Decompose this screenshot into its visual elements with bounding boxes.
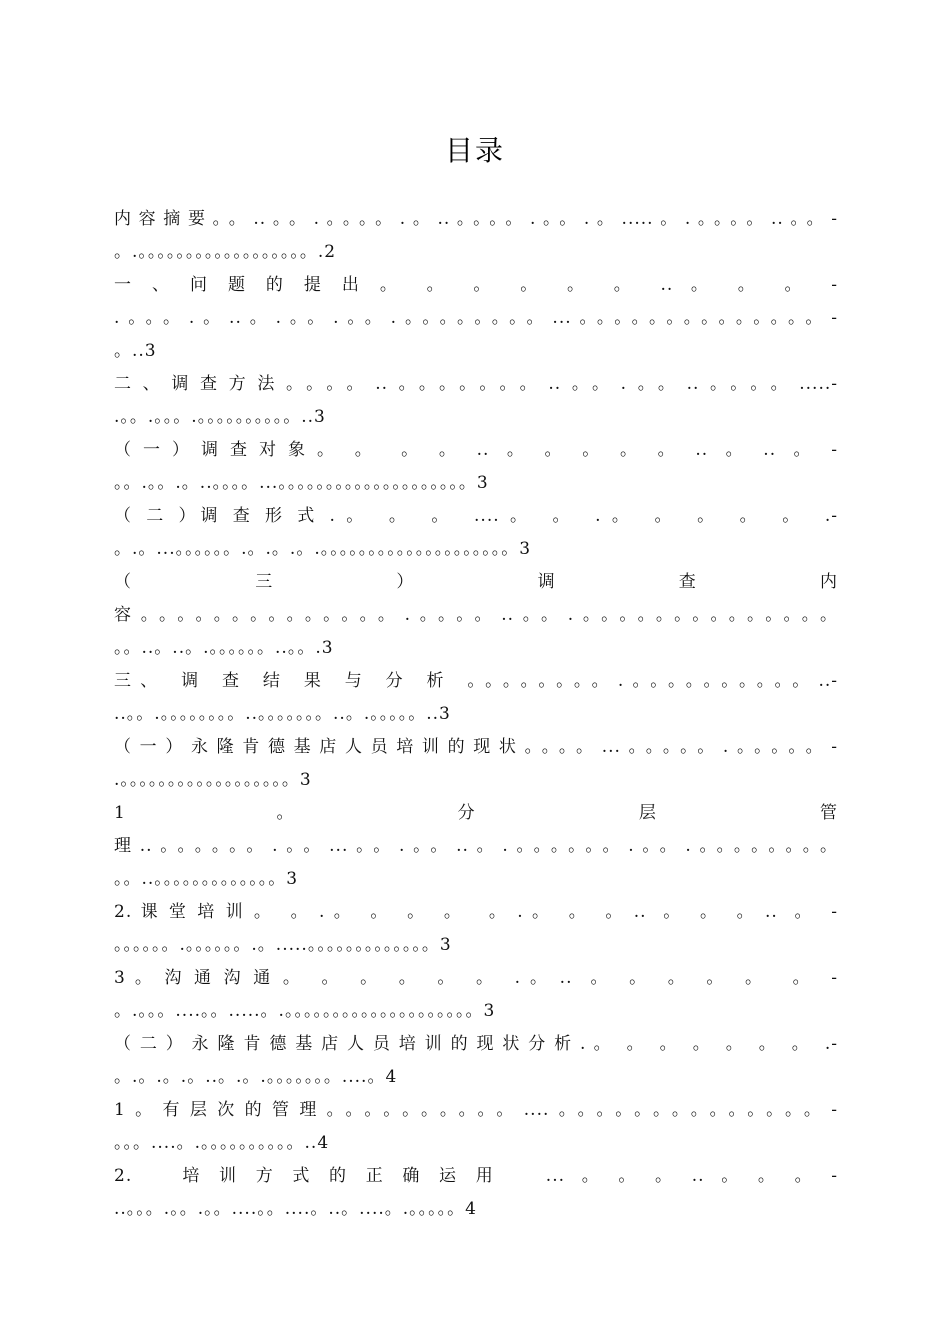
toc-line: 3 。 沟 通 沟 通 。 。 。 。 。 。 . 。 .. 。 。 。 。 。 。 - bbox=[114, 968, 838, 988]
toc-line: 1 。 分 层 管 bbox=[114, 803, 838, 823]
toc-line: 。.。。。。。。。。。。。。。。。。。。.2 bbox=[114, 242, 337, 262]
toc-line: 。。。....。.。。。。。。。。。。..4 bbox=[114, 1133, 330, 1153]
page-title: 目录 bbox=[444, 134, 505, 167]
toc-line: 。.。.。.。..。.。.。。。。。。。....。4 bbox=[114, 1067, 398, 1087]
toc-line: 2. 课 堂 培 训 。 。 . 。 。 。 。 。 . 。 。 。 .. 。 。 。 .. 。 - bbox=[114, 902, 838, 922]
toc-line: 2. 培 训 方 式 的 正 确 运 用 ... 。 。 。 .. 。 。 。 - bbox=[114, 1166, 838, 1186]
toc-line: （ 一 ） 调 查 对 象 。 。 。 。 .. 。 。 。 。 。 .. 。 .. 。 - bbox=[114, 440, 838, 460]
toc-entry[interactable] bbox=[114, 962, 838, 1028]
toc-entry[interactable] bbox=[114, 1094, 838, 1160]
toc-entry[interactable] bbox=[114, 269, 838, 368]
toc-line: 二、调查方法。。。。..。。。。。。。..。。.。。..。。。。.....- bbox=[114, 374, 838, 394]
toc-entry[interactable] bbox=[114, 368, 838, 434]
toc-entry[interactable] bbox=[114, 896, 838, 962]
toc-line: 。。。。。。.。。。。。。.。.....。。。。。。。。。。。。。3 bbox=[114, 935, 452, 955]
toc-line: 。。.。。.。..。。。。...。。。。。。。。。。。。。。。。。。。。3 bbox=[114, 473, 489, 493]
toc-line: 。。..。。。。。。。。。。。。。3 bbox=[114, 869, 299, 889]
toc-line: 。.。。。....。。.....。.。。。。。。。。。。。。。。。。。。。。3 bbox=[114, 1001, 496, 1021]
toc-entry[interactable] bbox=[114, 203, 838, 269]
toc-entry[interactable] bbox=[114, 1160, 838, 1226]
toc-line: 理..。。。。。。.。。...。。.。。..。.。。。。。。.。。.。。。。。。。。 bbox=[114, 836, 838, 856]
toc-line: 。..3 bbox=[114, 341, 157, 361]
toc-entry[interactable] bbox=[114, 566, 838, 665]
toc-line: ..。。.。。。。。。。。..。。。。。。。..。.。。。。。..3 bbox=[114, 704, 451, 724]
toc-entry[interactable] bbox=[114, 665, 838, 731]
toc-line: 1。有层次的管理。。。。。。。。。。....。。。。。。。。。。。。。。- bbox=[114, 1100, 838, 1120]
toc-line: 。.。...。。。。。。.。.。.。.。。。。。。。。。。。。。。。。。。。。3 bbox=[114, 539, 532, 559]
toc-line: （ 二 ）调 查 形 式 . 。 。 。 .... 。 。 . 。 。 。 。 。 .- bbox=[114, 506, 838, 526]
toc-entry[interactable] bbox=[114, 1028, 838, 1094]
toc-entry[interactable] bbox=[114, 500, 838, 566]
toc-line: .。。。.。..。.。。.。。.。。。。。。。。...。。。。。。。。。。。。。。- bbox=[114, 308, 838, 328]
toc-entry[interactable] bbox=[114, 434, 838, 500]
toc-line: 。。..。..。.。。。。。。..。。.3 bbox=[114, 638, 334, 658]
toc-line: .。。.。。。.。。。。。。。。。。..3 bbox=[114, 407, 326, 427]
toc-line: （一）永隆肯德基店人员培训的现状。。。。...。。。。。.。。。。。- bbox=[114, 737, 838, 757]
toc-line: .。。。。。。。。。。。。。。。。。。3 bbox=[114, 770, 312, 790]
toc-line: （ 三 ） 调 查 内 bbox=[114, 572, 838, 592]
table-of-contents bbox=[114, 203, 838, 1226]
toc-line: ..。。。.。。.。。....。。....。..。....。.。。。。。4 bbox=[114, 1199, 477, 1219]
toc-line: 容。。。。。。。。。。。。。。.。。。。..。。.。。。。。。。。。。。。。。 bbox=[114, 605, 838, 625]
toc-line: 内容摘要。。..。。.。。。。.。..。。。。.。。.。.....。.。。。。..。。- bbox=[114, 209, 838, 229]
toc-line: 一 、 问 题 的 提 出 。 。 。 。 。 。 .. 。 。 。 - bbox=[114, 275, 838, 295]
toc-line: （ 二 ） 永 隆 肯 德 基 店 人 员 培 训 的 现 状 分 析 . 。 。 。 。 。 。 。 .- bbox=[114, 1034, 838, 1054]
toc-entry[interactable] bbox=[114, 731, 838, 797]
toc-line: 三、 调 查 结 果 与 分 析 。。。。。。。。.。。。。。。。。。。..- bbox=[114, 671, 838, 691]
toc-entry[interactable] bbox=[114, 797, 838, 896]
